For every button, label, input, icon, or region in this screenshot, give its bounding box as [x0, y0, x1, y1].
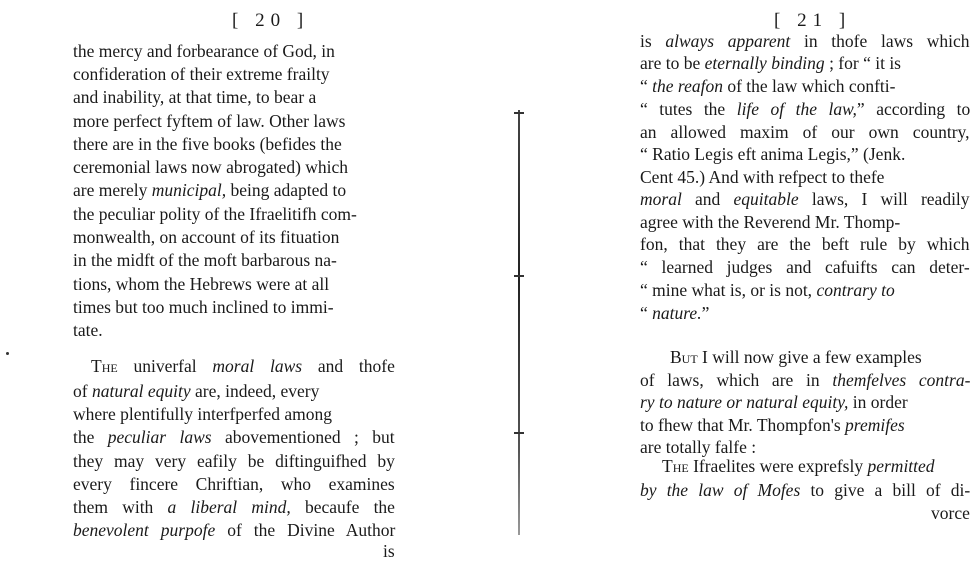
- text-segment: are merely: [73, 180, 152, 200]
- text-segment: ry to nature or natural equity,: [640, 392, 849, 412]
- text-line: [73, 403, 332, 425]
- text-line: [640, 211, 900, 233]
- text-line: [73, 63, 330, 85]
- text-segment: the peculiar polity of the Ifraelitifh com-: [73, 204, 357, 224]
- text-segment: laws, I will readily: [798, 189, 970, 209]
- text-segment: ; for “ it is: [824, 53, 901, 73]
- text-segment: are, indeed, every: [190, 381, 320, 401]
- text-segment: the: [73, 427, 108, 447]
- text-segment: “: [640, 303, 653, 323]
- text-line: [640, 256, 970, 278]
- text-segment: equitable: [733, 189, 799, 209]
- text-segment: “ Ratio Legis eft anima Legis,” (Jenk.: [640, 144, 906, 164]
- text-line: [640, 75, 895, 97]
- gutter-mark: [514, 432, 524, 434]
- text-segment: “ learned judges and cafuifts can deter-: [640, 257, 970, 277]
- text-segment: agree with the Reverend Mr. Thomp-: [640, 212, 901, 232]
- text-line: [73, 519, 395, 541]
- text-segment: nature.: [652, 303, 702, 323]
- text-segment: to fhew that Mr. Thompfon's: [640, 415, 846, 435]
- text-segment: municipal,: [151, 180, 227, 200]
- text-line: [670, 346, 922, 368]
- text-line: [73, 450, 395, 472]
- text-segment: monwealth, on account of its fituation: [73, 227, 340, 247]
- text-segment: is: [640, 31, 666, 51]
- text-segment: and inability, at that time, to bear a: [73, 87, 317, 107]
- text-segment: of: [73, 381, 92, 401]
- text-segment: premifes: [845, 415, 905, 435]
- text-segment: a liberal mind,: [167, 497, 291, 517]
- text-line: [640, 233, 970, 255]
- text-segment: univerfal: [117, 356, 213, 376]
- text-segment: of the law which confti-: [722, 76, 896, 96]
- text-line: [73, 179, 346, 201]
- text-segment: “: [640, 76, 653, 96]
- text-line: [73, 203, 357, 225]
- text-segment: every fincere Chriftian, who examines: [73, 474, 395, 494]
- text-segment: the mercy and forbearance of God, in: [73, 41, 335, 61]
- text-line: [640, 98, 970, 120]
- text-line: [640, 369, 970, 391]
- text-line: [640, 52, 901, 74]
- page-number-right: [ 21 ]: [774, 10, 852, 31]
- text-segment: tions, whom the Hebrews were at all: [73, 274, 330, 294]
- text-segment: of laws, which are in: [640, 370, 833, 390]
- text-segment: where plentifully interfperfed among: [73, 404, 332, 424]
- text-line: [73, 226, 339, 248]
- text-line: [931, 502, 970, 524]
- text-segment: are totally falfe :: [640, 437, 757, 457]
- text-line: [91, 355, 395, 377]
- text-segment: ” according to: [856, 99, 971, 119]
- text-segment: moral: [640, 189, 682, 209]
- text-segment: becaufe the: [290, 497, 395, 517]
- text-segment: to give a bill of di-: [800, 480, 971, 500]
- text-segment: themfelves contra-: [832, 370, 971, 390]
- text-segment: The: [662, 456, 689, 476]
- text-segment: eternally binding: [704, 53, 825, 73]
- text-segment: are to be: [640, 53, 705, 73]
- text-segment: there are in the five books (befides the: [73, 134, 342, 154]
- text-line: [383, 540, 395, 562]
- text-line: [73, 110, 345, 132]
- text-segment: them with: [73, 497, 168, 517]
- text-segment: life of the law,: [736, 99, 857, 119]
- gutter-mark: [514, 112, 524, 114]
- text-segment: ceremonial laws now abrogated) which: [73, 157, 349, 177]
- right-page: [530, 0, 980, 557]
- text-line: [640, 279, 895, 301]
- text-line: [640, 143, 905, 165]
- text-segment: in thofe laws which: [790, 31, 970, 51]
- text-line: [73, 133, 342, 155]
- text-line: [640, 166, 884, 188]
- text-segment: by the law of Mofes: [640, 480, 801, 500]
- text-line: [73, 473, 395, 495]
- text-line: [640, 121, 970, 143]
- text-segment: of the Divine Author: [215, 520, 396, 540]
- text-segment: being adapted to: [226, 180, 347, 200]
- text-line: [640, 479, 970, 501]
- text-line: [73, 426, 395, 448]
- text-segment: an allowed maxim of our own country,: [640, 122, 970, 142]
- text-segment: “ mine what is, or is not,: [640, 280, 817, 300]
- text-segment: vorce: [931, 503, 970, 523]
- text-line: [640, 30, 970, 52]
- text-segment: But: [670, 347, 698, 367]
- text-segment: is: [383, 541, 395, 561]
- text-segment: confideration of their extreme frailty: [73, 64, 330, 84]
- text-line: [73, 86, 316, 108]
- page-number-left: [ 20 ]: [232, 10, 310, 31]
- text-segment: moral laws: [212, 356, 303, 376]
- text-segment: and: [681, 189, 734, 209]
- text-line: [640, 414, 905, 436]
- text-segment: in order: [848, 392, 908, 412]
- text-segment: Ifraelites were exprefsly: [688, 456, 868, 476]
- text-line: [73, 40, 335, 62]
- text-segment: more perfect fyftem of law. Other laws: [73, 111, 346, 131]
- text-segment: The: [91, 356, 118, 376]
- binding-gutter: [518, 110, 520, 535]
- text-segment: ”: [701, 303, 710, 323]
- text-segment: times but too much inclined to immi-: [73, 297, 334, 317]
- text-line: [73, 249, 337, 271]
- text-line: [640, 302, 709, 324]
- text-line: [73, 496, 395, 518]
- text-segment: tate.: [73, 320, 103, 340]
- text-line: [73, 296, 334, 318]
- text-segment: the reafon: [652, 76, 723, 96]
- text-segment: natural equity: [91, 381, 191, 401]
- text-segment: always apparent: [665, 31, 791, 51]
- text-segment: “ tutes the: [640, 99, 737, 119]
- text-line: [73, 319, 103, 341]
- text-segment: they may very eafily be diftinguifhed by: [73, 451, 395, 471]
- text-segment: fon, that they are the beft rule by which: [640, 234, 970, 254]
- text-segment: benevolent purpofe: [73, 520, 216, 540]
- left-page: [0, 0, 470, 561]
- text-line: [73, 380, 319, 402]
- text-line: [640, 188, 970, 210]
- gutter-mark: [514, 275, 524, 277]
- text-line: [73, 156, 348, 178]
- text-line: [640, 391, 908, 413]
- text-segment: I will now give a few examples: [697, 347, 922, 367]
- text-segment: and thofe: [302, 356, 395, 376]
- text-segment: permitted: [867, 456, 935, 476]
- text-segment: in the midft of the moft barbarous na-: [73, 250, 337, 270]
- text-segment: abovementioned ; but: [211, 427, 395, 447]
- text-line: [73, 273, 329, 295]
- text-segment: peculiar laws: [107, 427, 212, 447]
- text-line: [662, 455, 935, 477]
- paper-speck: [6, 352, 9, 355]
- text-segment: Cent 45.) And with refpect to thefe: [640, 167, 885, 187]
- text-segment: contrary to: [816, 280, 895, 300]
